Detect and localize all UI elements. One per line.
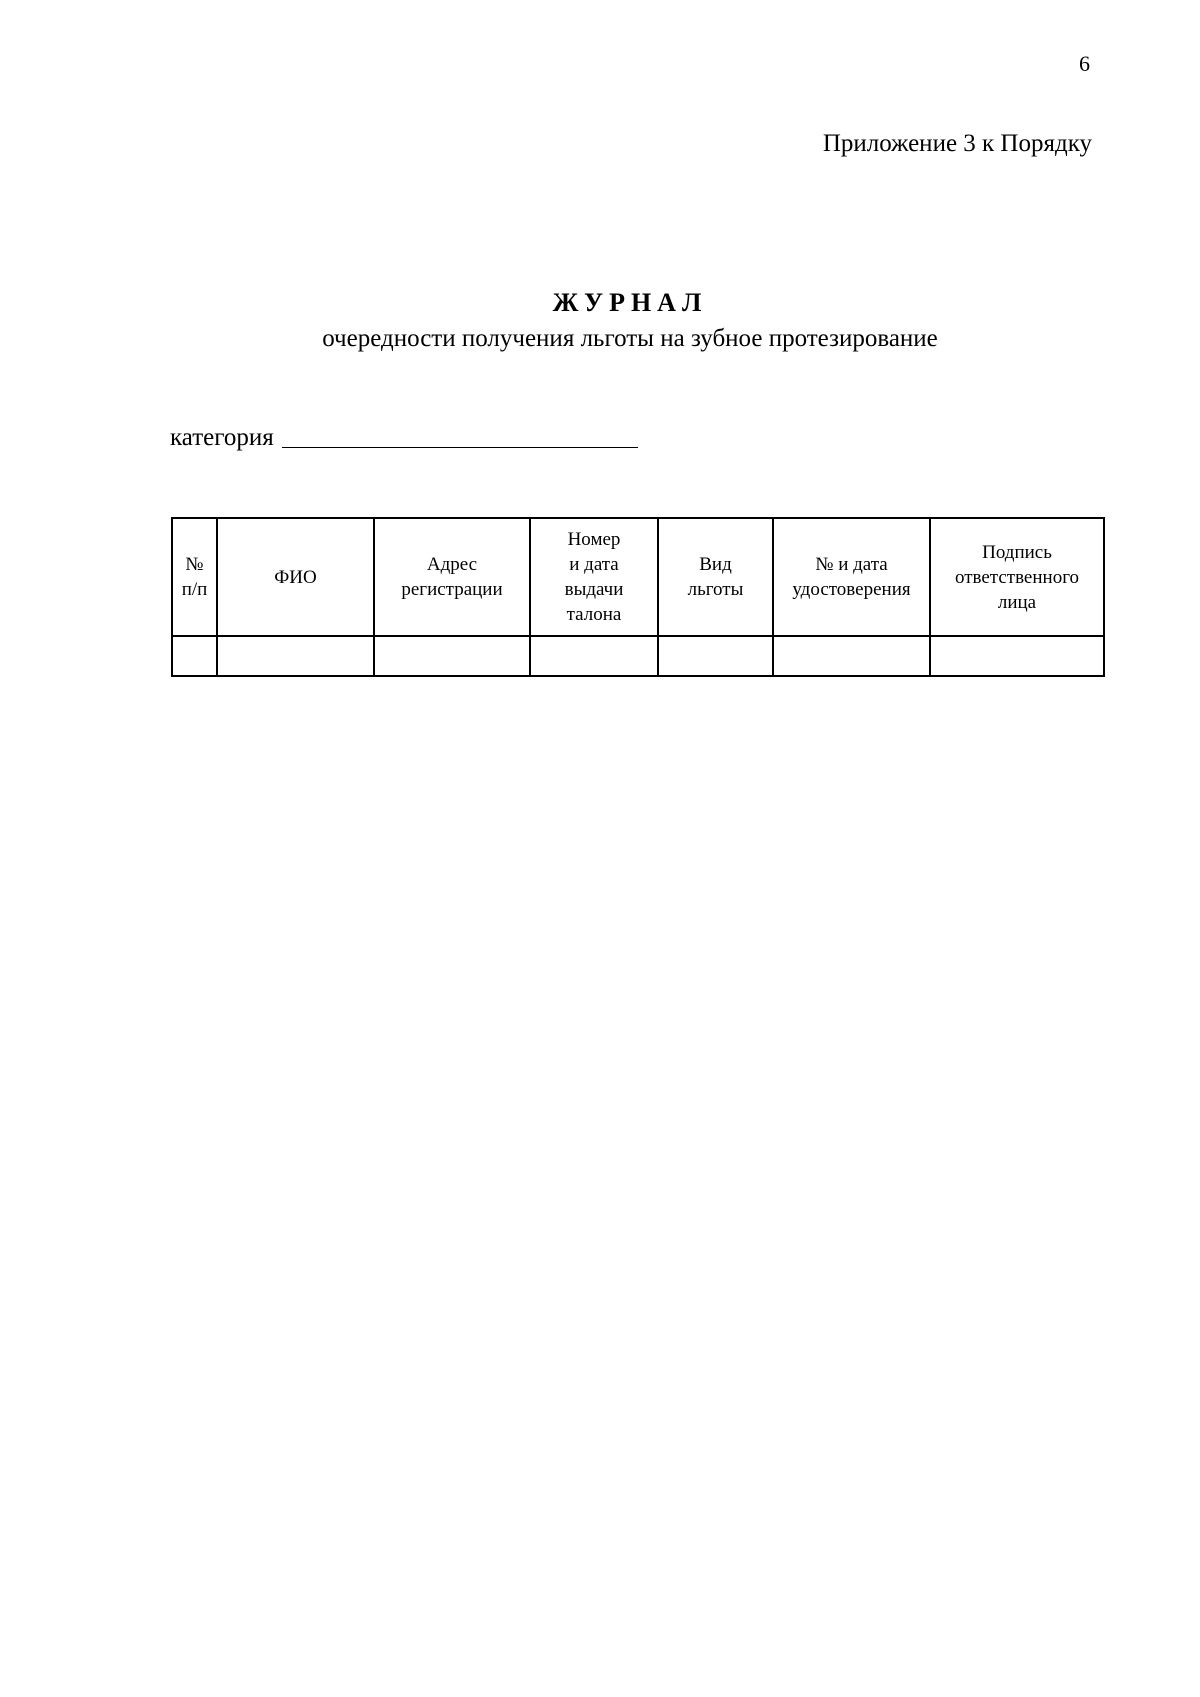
table-cell: [930, 636, 1104, 676]
category-label: категория: [170, 424, 274, 451]
table-cell: [217, 636, 374, 676]
table-cell: [658, 636, 773, 676]
table-cell: [773, 636, 930, 676]
header-number: № п/п: [172, 518, 217, 636]
category-blank-line: [282, 447, 638, 448]
table-cell: [172, 636, 217, 676]
header-coupon-number-date: Номер и дата выдачи талона: [530, 518, 658, 636]
header-full-name: ФИО: [217, 518, 374, 636]
table-row: [172, 636, 1104, 676]
header-benefit-type: Вид льготы: [658, 518, 773, 636]
header-registration-address: Адрес регистрации: [374, 518, 530, 636]
header-certificate-number-date: № и дата удостоверения: [773, 518, 930, 636]
table-cell: [374, 636, 530, 676]
page-number: 6: [1079, 51, 1090, 76]
appendix-reference: Приложение 3 к Порядку: [822, 130, 1092, 157]
category-field: [170, 422, 638, 454]
table-cell: [530, 636, 658, 676]
document-title: ЖУРНАЛ: [552, 288, 708, 317]
table-header-row: [172, 518, 1104, 636]
document-subtitle: очередности получения льготы на зубное протезирование: [322, 325, 938, 352]
header-responsible-signature: Подпись ответственного лица: [930, 518, 1104, 636]
journal-table: [171, 517, 1105, 677]
